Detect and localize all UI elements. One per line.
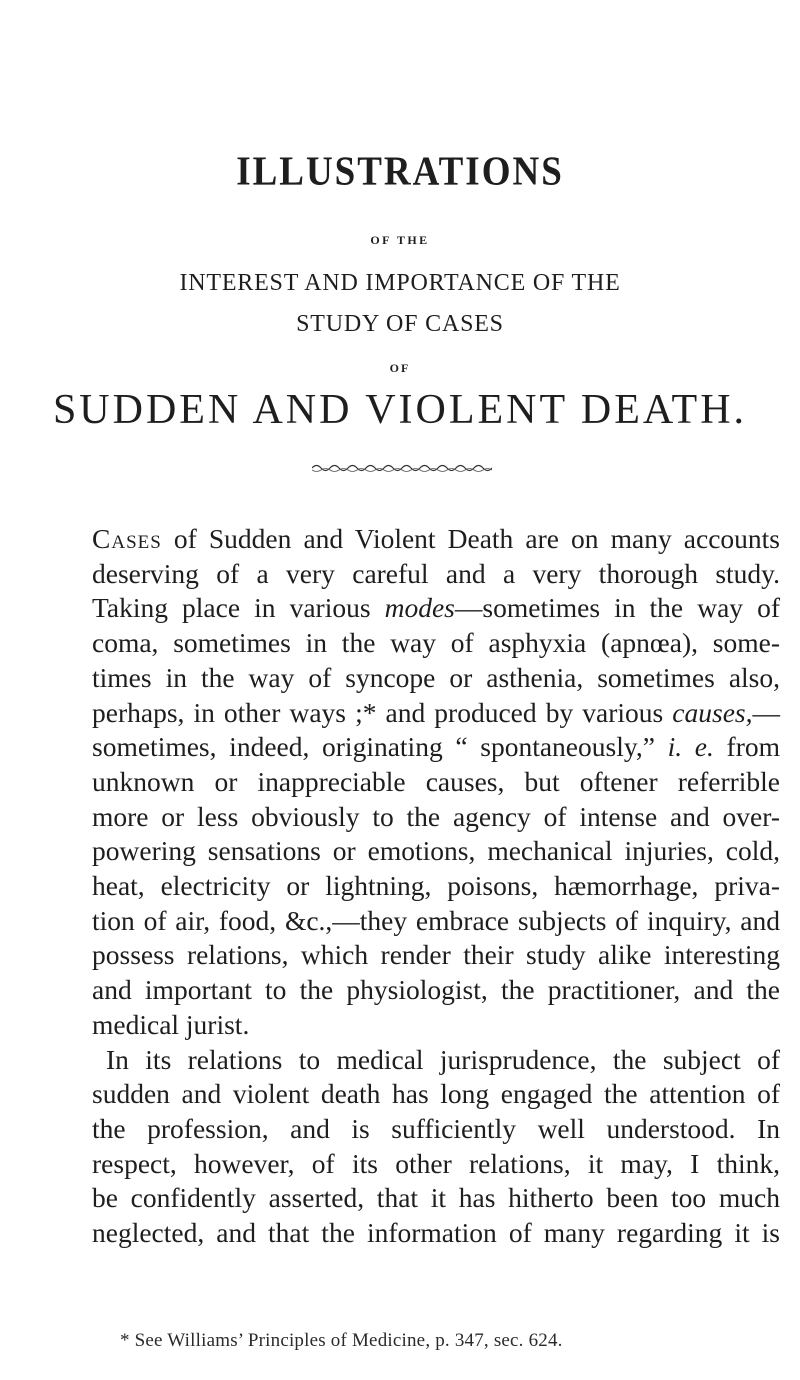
title-connector-of-the: OF THE [370,233,430,247]
subtitle-line-1: INTEREST AND IMPORTANCE OF THE [179,270,621,296]
body-line-17: sudden and violent death has long engaged the attention of [92,1078,780,1110]
subtitle-line-2: STUDY OF CASES [296,311,504,337]
body-line-21: neglected, and that the information of many regarding it is [92,1217,780,1249]
body-line-11: heat, electricity or lightning, poisons, hæmorrhage, priva- [92,870,780,902]
page-title: ILLUSTRATIONS [236,148,564,195]
italic-modes: modes [384,592,455,624]
body-line-15: medical jurist. [92,1008,250,1040]
body-line-4: coma, sometimes in the way of asphyxia (apnœa), some- [92,627,780,659]
body-paragraphs [92,522,780,1251]
body-line-7: sometimes, indeed, originating “ spontaneously,” i. e. from [92,731,780,763]
title-connector-of: OF [389,361,411,375]
footnote: * See Williams’ Principles of Medicine, p. 347, sec. 624. [120,1330,563,1351]
body-line-5: times in the way of syncope or asthenia, sometimes also, [92,661,780,693]
body-line-13: possess relations, which render their study alike interesting [92,939,780,971]
body-line-2: deserving of a very careful and a very thorough study. [92,557,780,589]
body-line-18: the profession, and is sufficiently well understood. In [92,1112,780,1144]
body-line-10: powering sensations or emotions, mechanical injuries, cold, [92,835,780,867]
wavy-rule-ornament [312,461,492,475]
main-title: SUDDEN AND VIOLENT DEATH. [52,387,748,433]
body-line-3: Taking place in various modes—sometimes in the way of [92,592,781,624]
body-line-8: unknown or inappreciable causes, but oftener referrible [92,765,780,797]
italic-ie: i. e. [667,731,714,763]
body-line-14: and important to the physiologist, the practitioner, and the [92,974,780,1006]
body-line-12: tion of air, food, &c.,—they embrace subjects of inquiry, and [92,904,780,936]
body-line-20: be confidently asserted, that it has hitherto been too much [92,1182,780,1214]
body-line-1: Cases of Sudden and Violent Death are on many accounts [92,523,780,554]
body-line-9: more or less obviously to the agency of intense and over- [92,800,780,832]
body-line-19: respect, however, of its other relations, it may, I think, [92,1147,780,1179]
lead-word: Cases [92,523,162,554]
body-line-16: In its relations to medical jurisprudence, the subject of [106,1043,780,1075]
italic-causes: causes, [672,696,753,728]
body-line-6: perhaps, in other ways ;* and produced by various causes,— [92,696,780,728]
